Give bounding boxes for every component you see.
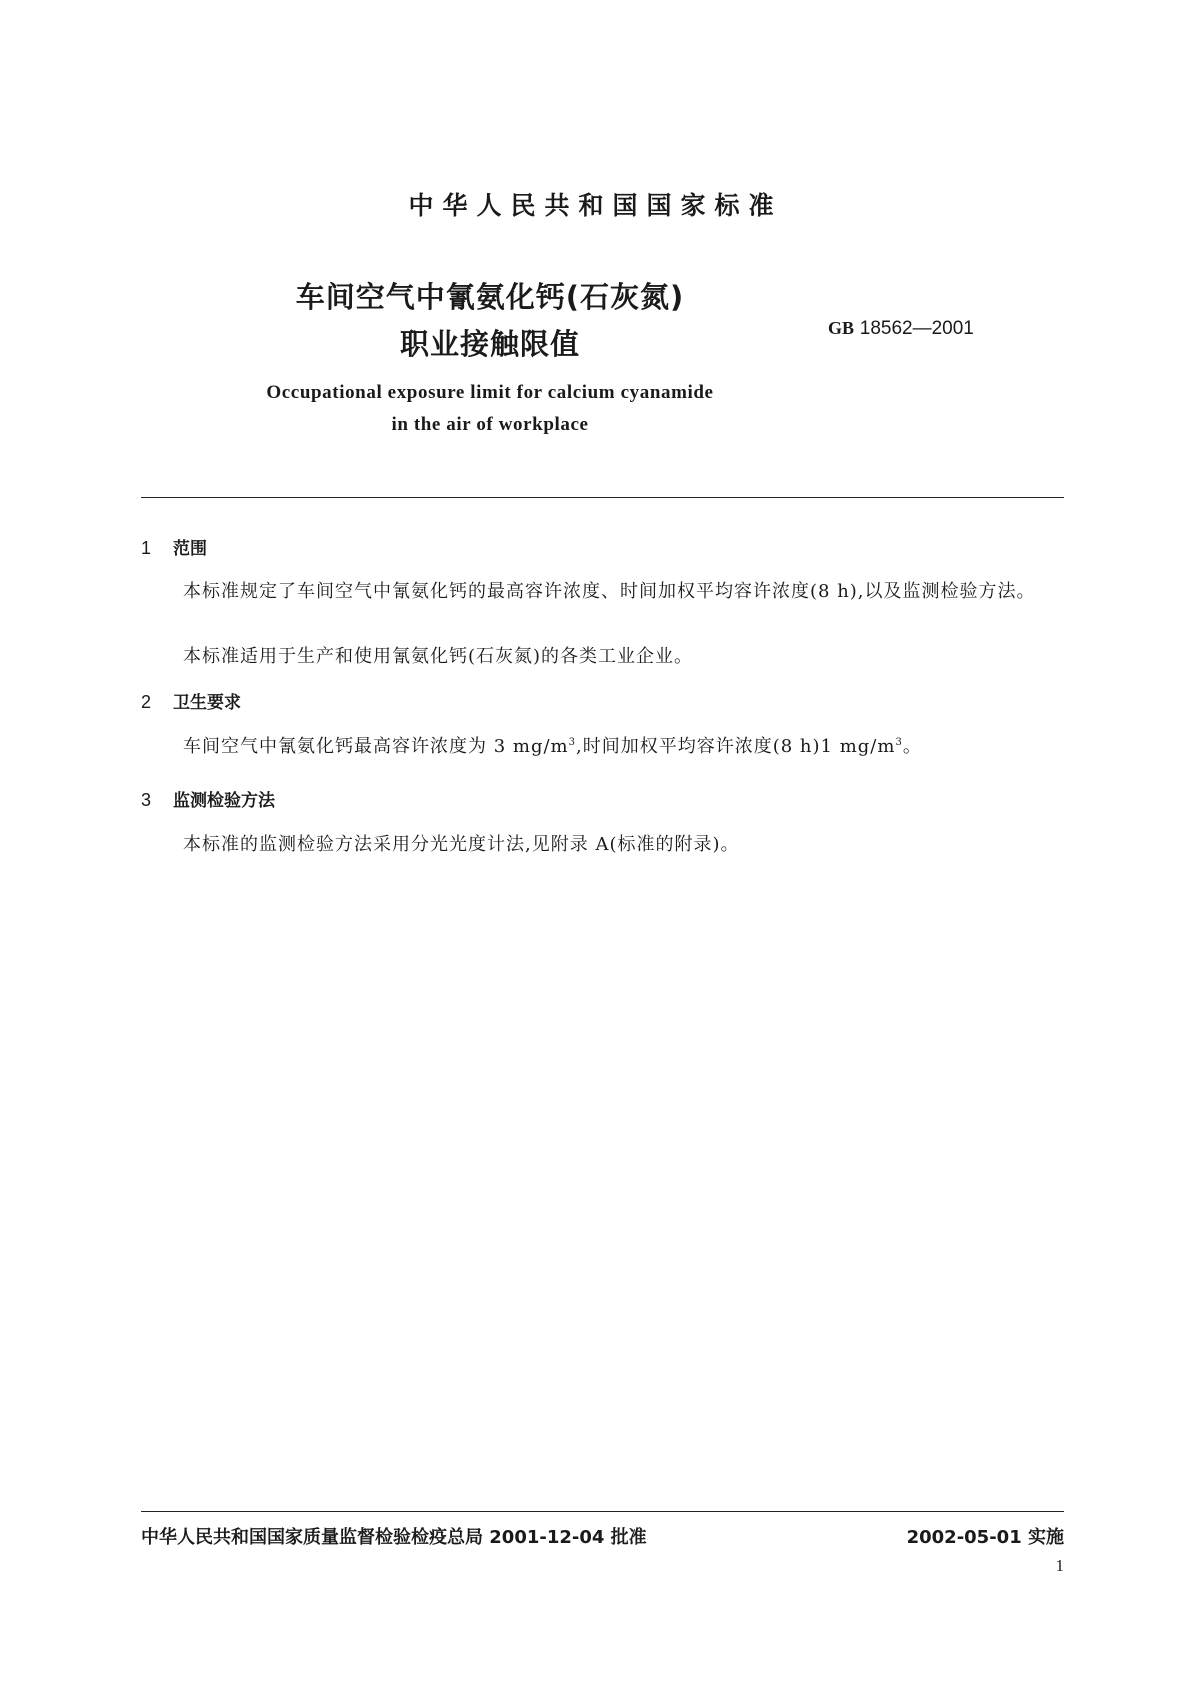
section-2-text-part-3: 。	[902, 736, 922, 757]
section-2-heading	[141, 688, 241, 713]
standard-code	[828, 318, 974, 340]
standard-code-prefix: GB	[828, 318, 855, 338]
footer-divider	[141, 1511, 1064, 1512]
section-2-number: 2	[141, 692, 152, 712]
section-2-superscript-1: 3	[568, 737, 576, 748]
section-2-text-part-2: ,时间加权平均容许浓度(8 h)1 mg/m	[576, 736, 896, 757]
chinese-title-line-2: 职业接触限值	[399, 327, 580, 361]
page-number: 1	[1055, 1556, 1064, 1575]
section-2-text-part-1: 车间空气中氰氨化钙最高容许浓度为 3 mg/m	[183, 736, 569, 757]
section-2-title: 卫生要求	[173, 693, 241, 713]
section-1-number: 1	[141, 538, 152, 558]
standard-code-number: 18562—2001	[859, 318, 974, 339]
section-3-title: 监测检验方法	[173, 791, 275, 811]
english-title-line-2: in the air of workplace	[391, 414, 589, 435]
section-3-number: 3	[141, 790, 152, 810]
section-3-paragraph: 本标准的监测检验方法采用分光光度计法,见附录 A(标准的附录)。	[183, 834, 740, 855]
section-1-heading	[141, 534, 207, 559]
national-standard-heading: 中华人民共和国国家标准	[408, 191, 783, 220]
section-3-heading	[141, 786, 275, 811]
section-1-title: 范围	[173, 539, 207, 559]
approval-line: 中华人民共和国国家质量监督检验检疫总局 2001-12-04 批准	[141, 1527, 647, 1548]
section-1-paragraph-1: 本标准规定了车间空气中氰氨化钙的最高容许浓度、时间加权平均容许浓度(8 h),以及监测检验方法。	[183, 581, 1036, 602]
section-2-paragraph	[141, 731, 1064, 763]
header-divider	[141, 497, 1064, 498]
english-title-line-1: Occupational exposure limit for calcium cyanamide	[266, 382, 714, 403]
section-1-paragraph-2: 本标准适用于生产和使用氰氨化钙(石灰氮)的各类工业企业。	[183, 646, 694, 667]
implementation-date: 2002-05-01 实施	[906, 1527, 1064, 1548]
chinese-title-line-1: 车间空气中氰氨化钙(石灰氮)	[295, 280, 685, 314]
section-2-superscript-2: 3	[895, 737, 903, 748]
